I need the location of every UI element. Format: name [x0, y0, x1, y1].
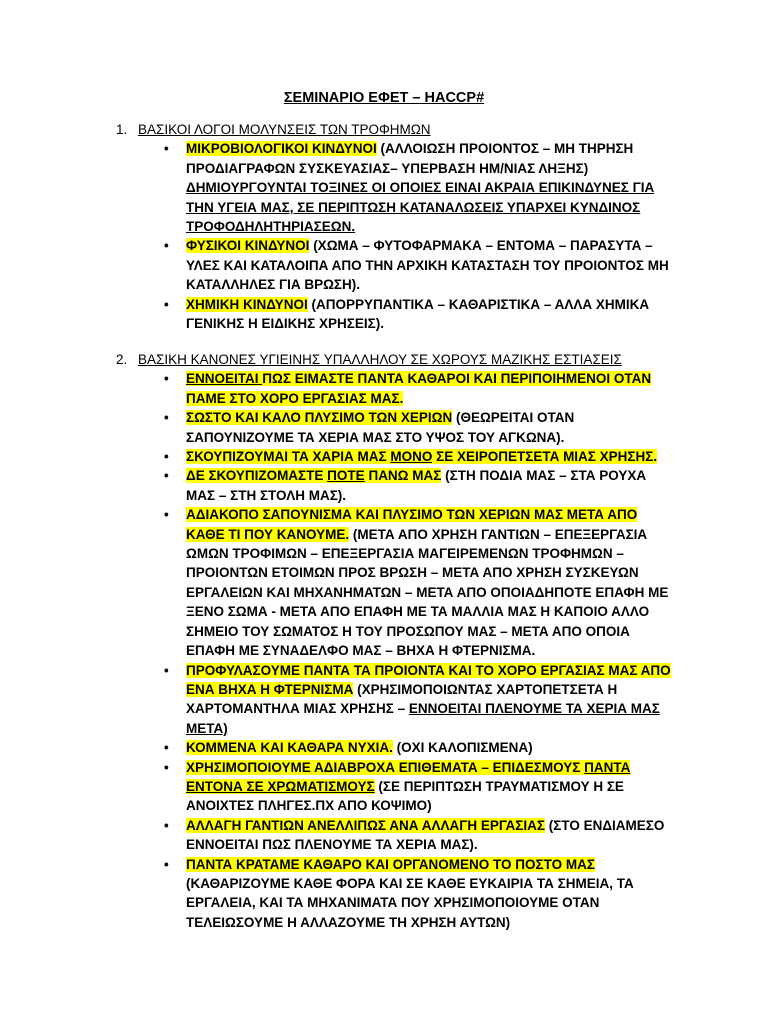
highlighted-text: ΠΑΝΩ ΜΑΣ: [364, 468, 442, 484]
list-item: [162, 447, 676, 466]
highlighted-text: ΔΕ ΣΚΟΥΠΙΖΟΜΑΣΤΕ: [186, 468, 328, 484]
bullet-text: (ΚΑΘΑΡΙΖΟΥΜΕ ΚΑΘΕ ΦΟΡΑ ΚΑΙ ΣΕ ΚΑΘΕ ΕΥΚΑΙΡΙΑ ΤΑ ΣΗΜΕΙΑ, ΤΑ ΕΡΓΑΛΕΙΑ, ΚΑΙ ΤΑ ΜΗΧΑΝΙΜΑΤΑ ΠΟΥ ΧΡΗΣΙΜΟΠΟΙΟΥΜΕ ΟΤΑΝ ΤΕΛΕΙΩΣΟΥΜΕ Η ΑΛΛΑΖΟΥΜΕ ΤΗ ΧΡΗΣΗ ΑΥΤΩΝ): [186, 875, 634, 930]
section-number: 2.: [116, 352, 128, 367]
bullet-icon: •: [164, 141, 169, 157]
highlighted-text: ΣΚΟΥΠΙΖΟΥΜΑΙ ΤΑ ΧΑΡΙΑ ΜΑΣ: [186, 449, 391, 465]
section-title: ΒΑΣΙΚΗ ΚΑΝΟΝΕΣ ΥΓΙΕΙΝΗΣ ΥΠΑΛΛΗΛΟΥ ΣΕ ΧΩΡΟΥΣ ΜΑΖΙΚΗΣ ΕΣΤΙΑΣΕΙΣ: [138, 352, 622, 367]
bullet-text: (ΘΕΩΡΕΙΤΑΙ ΟΤΑΝ ΣΑΠΟΥΝΙΖΟΥΜΕ ΤΑ ΧΕΡΙΑ ΜΑΣ ΣΤΟ ΥΨΟΣ ΤΟΥ ΑΓΚΩΝΑ).: [186, 410, 575, 445]
list-item: [162, 466, 676, 505]
highlighted-text: ΠΑΝΤΑ ΚΡΑΤΑΜΕ ΚΑΘΑΡΟ ΚΑΙ ΟΡΓΑΝΟΜΕΝΟ ΤΟ ΠΟΣΤΟ ΜΑΣ: [186, 856, 596, 872]
highlighted-text: ΠΟΤΕ: [327, 468, 365, 484]
highlighted-text: ΑΔΙΑΚΟΠΟ ΣΑΠΟΥΝΙΣΜΑ ΚΑΙ ΠΛΥΣΙΜΟ ΤΩΝ ΧΕΡΙΩΝ ΜΑΣ ΜΕΤΑ ΑΠΟ ΚΑΘΕ ΤΙ ΠΟΥ ΚΑΝΟΥΜΕ.: [186, 507, 638, 542]
bullet-list: [116, 139, 676, 333]
list-item: [162, 139, 676, 236]
highlighted-text: ΦΥΣΙΚΟΙ ΚΙΝΔΥΝΟΙ: [186, 238, 310, 254]
bullet-text: (ΜΕΤΑ ΑΠΟ ΧΡΗΣΗ ΓΑΝΤΙΩΝ – ΕΠΕΞΕΡΓΑΣΙΑ ΩΜΩΝ ΤΡΟΦΙΜΩΝ – ΕΠΕΞΕΡΓΑΣΙΑ ΜΑΓΕΙΡΕΜΕΝΩΝ ΤΡΟΦΗΜΩΝ – ΠΡΟΙΟΝΤΩΝ ΕΤΟΙΜΩΝ ΠΡΟΣ ΒΡΩΣΗ – ΜΕΤΑ ΑΠΟ ΧΡΗΣΗ ΣΥΣΚΕΥΩΝ ΕΡΓΑΛΕΙΩΝ ΚΑΙ ΜΗΧΑΝΗΜΑΤΩΝ – ΜΕΤΑ ΑΠΟ ΟΠΟΙΑΔΗΠΟΤΕ ΕΠΑΦΗ ΜΕ ΞΕΝΟ ΣΩΜΑ - ΜΕΤΑ ΑΠΟ ΕΠΑΦΗ ΜΕ ΤΑ ΜΑΛΛΙΑ ΜΑΣ Η ΚΑΠΟΙΟ ΑΛΛΟ ΣΗΜΕΙΟ ΤΟΥ ΣΩΜΑΤΟΣ Η ΤΟΥ ΠΡΟΣΩΠΟΥ ΜΑΣ – ΜΕΤΑ ΑΠΟ ΟΠΟΙΑ ΕΠΑΦΗ ΜΕ ΣΥΝΑΔΕΛΦΟ ΜΑΣ – ΒΗΧΑ Η ΦΤΕΡΝΙΣΜΑ.: [186, 526, 669, 659]
list-item: [162, 855, 676, 933]
bullet-icon: •: [164, 296, 169, 312]
bullet-text: (ΑΛΛΟΙΩΣΗ ΠΡΟΙΟΝΤΟΣ – ΜΗ ΤΗΡΗΣΗ ΠΡΟΔΙΑΓΡΑΦΩΝ ΣΥΣΚΕΥΑΣΙΑΣ– ΥΠΕΡΒΑΣΗ ΗΜ/ΝΙΑΣ ΛΗΞΗΣ): [186, 141, 634, 176]
highlighted-text: ΚΟΜΜΕΝΑ ΚΑΙ ΚΑΘΑΡΑ ΝΥΧΙΑ.: [186, 740, 393, 756]
bullet-icon: •: [164, 468, 169, 484]
bullet-text: (ΣΤΗ ΠΟΔΙΑ ΜΑΣ – ΣΤΑ ΡΟΥΧΑ ΜΑΣ – ΣΤΗ ΣΤΟΛΗ ΜΑΣ).: [186, 468, 647, 503]
highlighted-text: ΣΩΣΤΟ ΚΑΙ ΚΑΛΟ ΠΛΥΣΙΜΟ ΤΩΝ ΧΕΡΙΩΝ: [186, 410, 453, 426]
list-item: [162, 408, 676, 447]
bullet-icon: •: [164, 449, 169, 465]
list-item: [162, 661, 676, 739]
list-item: [162, 236, 676, 294]
highlighted-text: ΕΝΝΟΕΙΤΑΙ: [186, 371, 263, 387]
list-item: [162, 758, 676, 816]
list-item: [162, 295, 676, 334]
highlighted-text: ΠΡΟΦΥΛΑΣΟΥΜΕ ΠΑΝΤΑ ΤΑ ΠΡΟΙΟΝΤΑ ΚΑΙ ΤΟ ΧΟΡΟ ΕΡΓΑΣΙΑΣ ΜΑΣ ΑΠΟ ΕΝΑ ΒΗΧΑ Η ΦΤΕΡΝΙΣΜΑ: [186, 662, 671, 697]
bullet-text: (ΧΡΗΣΙΜΟΠΟΙΩΝΤΑΣ ΧΑΡΤΟΠΕΤΣΕΤΑ Η ΧΑΡΤΟΜΑΝΤΗΛΑ ΜΙΑΣ ΧΡΗΣΗΣ –: [186, 681, 618, 717]
bullet-text: (ΧΩΜΑ – ΦΥΤΟΦΑΡΜΑΚΑ – ΕΝΤΟΜΑ – ΠΑΡΑΣΥΤΑ – ΥΛΕΣ ΚΑΙ ΚΑΤΑΛΟΙΠΑ ΑΠΟ ΤΗΝ ΑΡΧΙΚΗ ΚΑΤΑΣΤΑΣΗ ΤΟΥ ΠΡΟΙΟΝΤΟΣ ΜΗ ΚΑΤΑΛΛΗΛΕΣ ΓΙΑ ΒΡΩΣΗ).: [186, 238, 669, 293]
bullet-list: [116, 369, 676, 932]
highlighted-text: ΧΡΗΣΙΜΟΠΟΙΟΥΜΕ ΑΔΙΑΒΡΟΧΑ ΕΠΙΘΕΜΑΤΑ – ΕΠΙΔΕΣΜΟΥΣ: [186, 759, 585, 775]
list-item: [162, 738, 676, 757]
bullet-icon: •: [164, 238, 169, 254]
bullet-icon: •: [164, 371, 169, 387]
list-item: [162, 369, 676, 408]
section-title: ΒΑΣΙΚΟΙ ΛΟΓΟΙ ΜΟΛΥΝΣΕΙΣ ΤΩΝ ΤΡΟΦΗΜΩΝ: [138, 122, 431, 137]
document-title: ΣΕΜΙΝΑΡΙΟ ΕΦΕΤ – HACCP#: [283, 90, 485, 106]
bullet-icon: •: [164, 410, 169, 426]
highlighted-text: ΜΙΚΡΟΒΙΟΛΟΓΙΚΟΙ ΚΙΝΔΥΝΟΙ: [186, 141, 377, 157]
highlighted-text: ΜΟΝΟ: [390, 449, 433, 465]
highlighted-text: ΠΩΣ ΕΙΜΑΣΤΕ ΠΑΝΤΑ ΚΑΘΑΡΟΙ ΚΑΙ ΠΕΡΙΠΟΙΗΜΕΝΟΙ ΟΤΑΝ ΠΑΜΕ ΣΤΟ ΧΟΡΟ ΕΡΓΑΣΙΑΣ ΜΑΣ.: [186, 371, 652, 406]
bullet-icon: •: [164, 759, 169, 775]
bullet-text: (ΟΧΙ ΚΑΛΟΠΙΣΜΕΝΑ): [392, 740, 533, 756]
highlighted-text: ΠΑΝΤΑ ΕΝΤΟΝΑ ΣΕ ΧΡΩΜΑΤΙΣΜΟΥΣ: [186, 759, 631, 794]
bullet-text: (ΑΠΟΡΡΥΠΑΝΤΙΚΑ – ΚΑΘΑΡΙΣΤΙΚΑ – ΑΛΛΑ ΧΗΜΙΚΑ ΓΕΝΙΚΗΣ Η ΕΙΔΙΚΗΣ ΧΡΗΣΕΙΣ).: [186, 296, 650, 332]
bullet-icon: •: [164, 856, 169, 872]
list-item: [162, 816, 676, 855]
bullet-text: ΔΗΜΙΟΥΡΓΟΥΝΤΑΙ ΤΟΞΙΝΕΣ ΟΙ ΟΠΟΙΕΣ ΕΙΝΑΙ ΑΚΡΑΙΑ ΕΠΙΚΙΝΔΥΝΕΣ ΓΙΑ ΤΗΝ ΥΓΕΙΑ ΜΑΣ, ΣΕ ΠΕΡΙΠΤΩΣΗ ΚΑΤΑΝΑΛΩΣΕΙΣ ΥΠΑΡΧΕΙ ΚΥΝΔΙΝΟΣ ΤΡΟΦΟΔΗΛΗΤΗΡΙΑΣΕΩΝ.: [186, 180, 655, 235]
section-heading: [116, 120, 676, 139]
bullet-text: ΕΝΝΟΕΙΤΑΙ ΠΛΕΝΟΥΜΕ ΤΑ ΧΕΡΙΑ ΜΑΣ ΜΕΤΑ): [186, 701, 660, 736]
highlighted-text: ΧΗΜΙΚΗ ΚΙΝΔΥΝΟΙ: [186, 296, 308, 312]
section-2: [116, 350, 676, 932]
bullet-text: (ΣΕ ΠΕΡΙΠΤΩΣΗ ΤΡΑΥΜΑΤΙΣΜΟΥ Η ΣΕ ΑΝΟΙΧΤΕΣ ΠΛΗΓΕΣ.ΠΧ ΑΠΟ ΚΟΨΙΜΟ): [186, 778, 624, 814]
bullet-icon: •: [164, 740, 169, 756]
bullet-text: (ΣΤΟ ΕΝΔΙΑΜΕΣΟ ΕΝΝΟΕΙΤΑΙ ΠΩΣ ΠΛΕΝΟΥΜΕ ΤΑ ΧΕΡΙΑ ΜΑΣ).: [186, 817, 665, 853]
section-number: 1.: [116, 122, 128, 137]
bullet-icon: •: [164, 507, 169, 523]
section-heading: [116, 350, 676, 369]
highlighted-text: ΑΛΛΑΓΗ ΓΑΝΤΙΩΝ ΑΝΕΛΛΙΠΩΣ ΑΝΑ ΑΛΛΑΓΗ ΕΡΓΑΣΙΑΣ: [186, 817, 545, 833]
list-item: [162, 505, 676, 660]
bullet-icon: •: [164, 817, 169, 833]
highlighted-text: ΣΕ ΧΕΙΡΟΠΕΤΣΕΤΑ ΜΙΑΣ ΧΡΗΣΗΣ.: [432, 449, 658, 465]
bullet-icon: •: [164, 662, 169, 678]
section-1: [116, 120, 676, 333]
